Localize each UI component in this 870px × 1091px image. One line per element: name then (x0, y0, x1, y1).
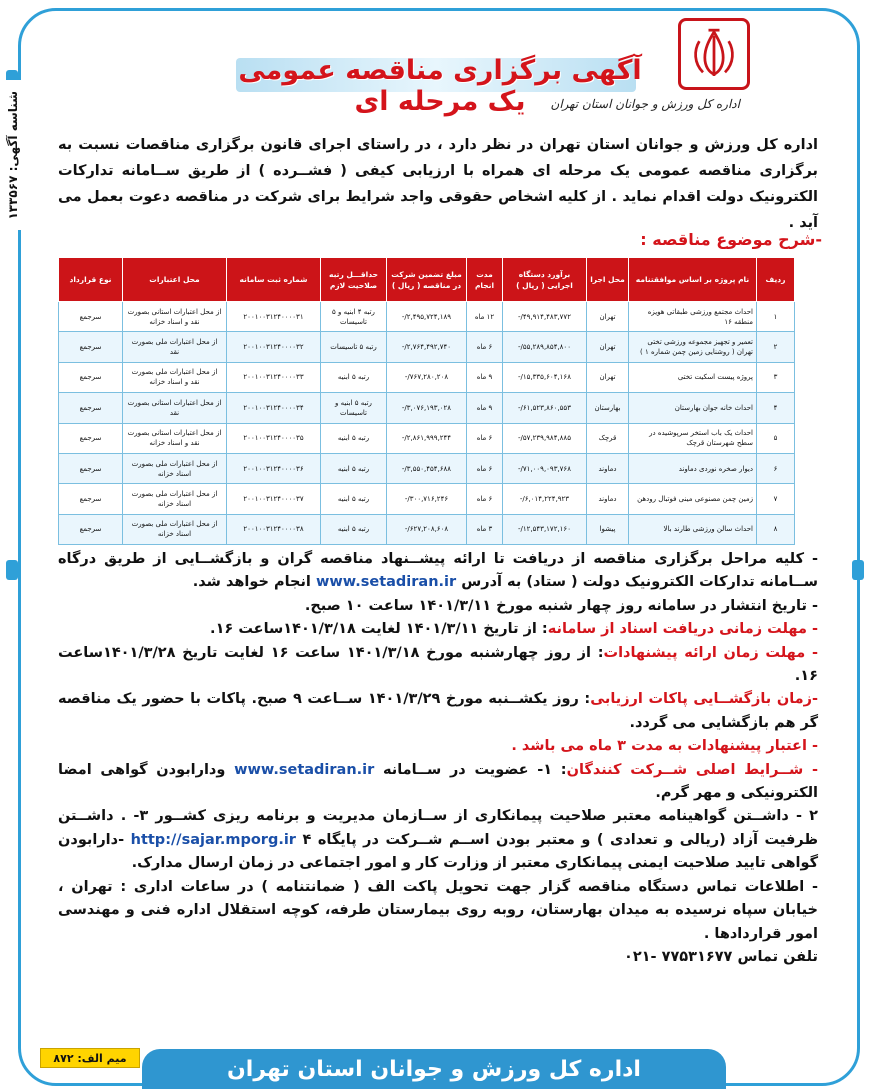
table-cell: احداث سالن ورزشی طارند بالا (629, 514, 757, 544)
setadiran-link[interactable]: www.setadiran.ir (315, 574, 457, 591)
table-cell: احداث مجتمع ورزشی طبقاتی هویزه منطقه ۱۶ (629, 302, 757, 332)
table-cell: رتبه ۵ ابنیه (321, 514, 387, 544)
table-cell: ۲۰۰۱۰۰۳۱۲۴۰۰۰۰۳۸ (227, 514, 321, 544)
bullet-portal: - کلیه مراحل برگزاری مناقصه از دریافت تا ارائه پیشــنهاد مناقصه گران و بازگشــایی از طریق درگاه ســامانه تدارکات الکترونیک دولت ( ستاد) به آدرس www.setadiran.ir انجام خواهد شد. (58, 551, 818, 591)
table-cell: ۶۱,۵۲۳,۸۶۰,۵۵۳/- (503, 393, 587, 423)
table-cell: ۲۰۰۱۰۰۳۱۲۴۰۰۰۰۳۵ (227, 423, 321, 453)
bullet-validity: - اعتبار پیشنهادات به مدت ۳ ماه می باشد . (511, 738, 818, 755)
table-cell: از محل اعتبارات استانی بصورت نقد (123, 393, 227, 423)
table-cell: ۵۷,۲۳۹,۹۸۴,۸۸۵/- (503, 423, 587, 453)
table-cell: ۹ ماه (467, 393, 503, 423)
bullet-proposal-deadline: - مهلت زمان ارائه پیشنهادات: از روز چهارشنبه مورخ ۱۴۰۱/۳/۱۸ ساعت ۱۶ لغایت تاریخ ۱۴۰۱/۳/۲۸ساعت ۱۶. (58, 644, 818, 685)
table-cell: ۲۰۰۱۰۰۳۱۲۴۰۰۰۰۳۱ (227, 302, 321, 332)
table-header-cell: برآورد دستگاه اجرایی ( ریال ) (503, 258, 587, 302)
ad-id-text: شناسه آگهی: ۱۳۳۵۶۷ (6, 90, 20, 220)
table-cell: دماوند (587, 484, 629, 514)
table-header-cell: حداقـــل رتبه صلاحیت لازم (321, 258, 387, 302)
table-cell: رتبه ۵ ابنیه (321, 423, 387, 453)
table-cell: ۲۰۰۱۰۰۳۱۲۴۰۰۰۰۳۳ (227, 362, 321, 392)
table-cell: ۲,۷۶۴,۴۹۲,۷۴۰/- (387, 332, 467, 362)
table-row (59, 514, 795, 544)
table-cell: سرجمع (59, 362, 123, 392)
table-cell: ۴ (757, 393, 795, 423)
table-cell: سرجمع (59, 332, 123, 362)
table-cell: ۶,۰۱۴,۲۲۴,۹۲۳/- (503, 484, 587, 514)
table-cell: ۲,۴۹۵,۷۲۴,۱۸۹/- (387, 302, 467, 332)
table-row (59, 484, 795, 514)
table-cell: ۱۵,۳۳۵,۶۰۴,۱۶۸/- (503, 362, 587, 392)
table-cell: ۷۶۷,۲۸۰,۲۰۸/- (387, 362, 467, 392)
table-header-cell: مدت انجام (467, 258, 503, 302)
table-cell: تهران (587, 332, 629, 362)
subject-heading: -شرح موضوع مناقصه : (640, 230, 822, 249)
table-cell: ۷۱,۰۰۹,۰۹۳,۷۶۸/- (503, 453, 587, 483)
table-cell: ۱۲,۵۴۳,۱۷۲,۱۶۰/- (503, 514, 587, 544)
bullet-phone: تلفن تماس ۷۷۵۳۱۶۷۷ -۰۲۱ (623, 948, 818, 965)
table-cell: سرجمع (59, 514, 123, 544)
table-cell: دیوار صخره نوردی دماوند (629, 453, 757, 483)
page-title: آگهی برگزاری مناقصه عمومی یک مرحله ای (238, 55, 642, 117)
table-cell: تهران (587, 302, 629, 332)
table-row (59, 332, 795, 362)
table-cell: ۳,۰۷۶,۱۹۳,۰۲۸/- (387, 393, 467, 423)
table-cell: دماوند (587, 453, 629, 483)
iran-emblem-logo (678, 18, 750, 90)
table-cell: ۷ (757, 484, 795, 514)
table-cell: از محل اعتبارات ملی بصورت اسناد خزانه (123, 514, 227, 544)
table-cell: ۳۰۰,۷۱۶,۲۴۶/- (387, 484, 467, 514)
table-cell: تعمیر و تجهیز مجموعه ورزشی تختی تهران ( روشنایی زمین چمن شماره ۱ ) (629, 332, 757, 362)
table-cell: ۱ (757, 302, 795, 332)
table-cell: پیشوا (587, 514, 629, 544)
table-cell: ۲۰۰۱۰۰۳۱۲۴۰۰۰۰۳۷ (227, 484, 321, 514)
table-row (59, 362, 795, 392)
ad-id-label (0, 80, 26, 230)
table-header-cell: محل اعتبارات (123, 258, 227, 302)
table-header-cell: نام پروژه بر اساس موافقتنامه (629, 258, 757, 302)
footer-title: اداره کل ورزش و جوانان استان تهران (227, 1056, 641, 1082)
bullet-document-deadline: - مهلت زمانی دریافت اسناد از سامانه: از تاریخ ۱۴۰۱/۳/۱۱ لغایت ۱۴۰۱/۳/۱۸ساعت ۱۶. (210, 621, 818, 638)
org-signature-line: اداره کل ورزش و جوانان استان تهران (550, 97, 740, 111)
table-cell: سرجمع (59, 453, 123, 483)
sajar-link[interactable]: http://sajar.mporg.ir (130, 831, 296, 848)
conditions-list (58, 548, 818, 969)
table-header-cell: مبلغ تضمین شرکت در مناقصه ( ریال ) (387, 258, 467, 302)
table-cell: از محل اعتبارات ملی بصورت نقد (123, 332, 227, 362)
table-cell: رتبه ۵ ابنیه و تاسیسات (321, 393, 387, 423)
table-cell: ۳ (757, 362, 795, 392)
footer-banner (142, 1049, 726, 1089)
setadiran-link-2[interactable]: www.setadiran.ir (234, 761, 375, 778)
table-cell: از محل اعتبارات استانی بصورت نقد و اسناد خزانه (123, 423, 227, 453)
table-cell: ۸ (757, 514, 795, 544)
table-cell: سرجمع (59, 484, 123, 514)
tender-table (58, 257, 795, 545)
table-cell: ۲ (757, 332, 795, 362)
table-cell: از محل اعتبارات ملی بصورت اسناد خزانه (123, 453, 227, 483)
table-cell: زمین چمن مصنوعی مینی فوتبال رودهن (629, 484, 757, 514)
table-cell: رتبه ۵ ابنیه (321, 484, 387, 514)
bullet-certificates: ۲ - داشــتن گواهینامه معتبر صلاحیت پیمانکاری از ســازمان مدیریت و برنامه ریزی کشــور ۳- . داشــتن ظرفیت آزاد (ریالی و تعدادی ) و معتبر بودن اســم شــرکت در پایگاه http://sajar.mporg.ir ۴ -دارابودن گواهی تایید صلاحیت ایمنی پیمانکاری معتبر از وزارت کار و امور اجتماعی در زمان ارسال مدارک. (58, 808, 818, 872)
table-cell: ۵ (757, 423, 795, 453)
bullet-contact-address: - اطلاعات تماس دستگاه مناقصه گزار جهت تحویل پاکت الف ( ضمانتنامه ) در ساعات اداری : تهران ، خیابان سپاه نرسیده به میدان بهارستان، روبه روی بیمارستان طرفه، کوچه استقلال اداره فنی و مهندسی امور قراردادها . (58, 878, 818, 942)
bullet-opening-time: -زمان بازگشــایی پاکات ارزیابی: روز یکشــنبه مورخ ۱۴۰۱/۳/۲۹ ســاعت ۹ صبح. پاکات با حضور یک مناقصه گر هم بازگشایی می گردد. (58, 691, 818, 731)
table-cell: سرجمع (59, 393, 123, 423)
table-row (59, 393, 795, 423)
table-cell: احداث یک باب استخر سرپوشیده در سطح شهرستان قرچک (629, 423, 757, 453)
table-header-cell: نوع قرارداد (59, 258, 123, 302)
table-cell: پروژه پیست اسکیت تختی (629, 362, 757, 392)
intro-paragraph: اداره کل ورزش و جوانان استان تهران در نظر دارد ، در راستای اجرای قانون برگزاری مناقصات نسبت به برگزاری مناقصه عمومی یک مرحله ای همراه با ارزیابی کیفی ( فشــرده ) از طریق ســامانه تدارکات الکترونیک دولت اقدام نماید . از کلیه اشخاص حقوقی واجد شرایط برای شرکت در مناقصه دعوت بعمل می آید . (58, 137, 818, 231)
table-cell: ۲,۸۶۱,۹۹۹,۲۴۴/- (387, 423, 467, 453)
table-cell: ۶۲۷,۲۰۸,۶۰۸/- (387, 514, 467, 544)
table-cell: ۲۰۰۱۰۰۳۱۲۴۰۰۰۰۳۲ (227, 332, 321, 362)
table-cell: ۲۰۰۱۰۰۳۱۲۴۰۰۰۰۳۴ (227, 393, 321, 423)
table-cell: احداث خانه جوان بهارستان (629, 393, 757, 423)
table-header-cell: شماره ثبت سامانه (227, 258, 321, 302)
side-tab-right (852, 560, 864, 580)
table-cell: ۳,۵۵۰,۴۵۴,۶۸۸/- (387, 453, 467, 483)
table-body (59, 302, 795, 545)
table-cell: ۴۹,۹۱۴,۴۸۳,۷۷۲/- (503, 302, 587, 332)
table-cell: ۵۵,۲۸۹,۸۵۴,۸۰۰/- (503, 332, 587, 362)
table-cell: سرجمع (59, 423, 123, 453)
ad-code-badge: میم الف: ۸۷۲ (40, 1048, 140, 1068)
side-tab-middle (6, 560, 18, 580)
table-cell: از محل اعتبارات ملی بصورت نقد و اسناد خزانه (123, 362, 227, 392)
table-cell: قرچک (587, 423, 629, 453)
table-row (59, 423, 795, 453)
table-cell: رتبه ۴ ابنیه و ۵ تاسیسات (321, 302, 387, 332)
table-cell: ۳ ماه (467, 514, 503, 544)
table-cell: ۶ (757, 453, 795, 483)
table-row (59, 453, 795, 483)
table-row (59, 302, 795, 332)
bullet-publish-date: - تاریخ انتشار در سامانه روز چهار شنبه مورخ ۱۴۰۱/۳/۱۱ ساعت ۱۰ صبح. (304, 597, 818, 614)
table-cell: از محل اعتبارات استانی بصورت نقد و اسناد خزانه (123, 302, 227, 332)
table-cell: رتبه ۵ تاسیسات (321, 332, 387, 362)
table-header-cell: ردیف (757, 258, 795, 302)
table-cell: از محل اعتبارات ملی بصورت اسناد خزانه (123, 484, 227, 514)
table-cell: تهران (587, 362, 629, 392)
table-cell: سرجمع (59, 302, 123, 332)
table-header-cell: محل اجرا (587, 258, 629, 302)
table-cell: ۹ ماه (467, 362, 503, 392)
bullet-conditions: - شــرایط اصلی شــرکت کنندگان: ۱- عضویت در ســامانه www.setadiran.ir ودارابودن گواهی امضا الکترونیکی و مهر گرم. (58, 761, 818, 802)
table-cell: ۶ ماه (467, 453, 503, 483)
table-cell: بهارستان (587, 393, 629, 423)
table-cell: ۶ ماه (467, 423, 503, 453)
table-cell: رتبه ۵ ابنیه (321, 362, 387, 392)
table-cell: رتبه ۵ ابنیه (321, 453, 387, 483)
table-cell: ۶ ماه (467, 484, 503, 514)
table-cell: ۶ ماه (467, 332, 503, 362)
table-cell: ۱۲ ماه (467, 302, 503, 332)
table-header-row (59, 258, 795, 302)
table-cell: ۲۰۰۱۰۰۳۱۲۴۰۰۰۰۳۶ (227, 453, 321, 483)
